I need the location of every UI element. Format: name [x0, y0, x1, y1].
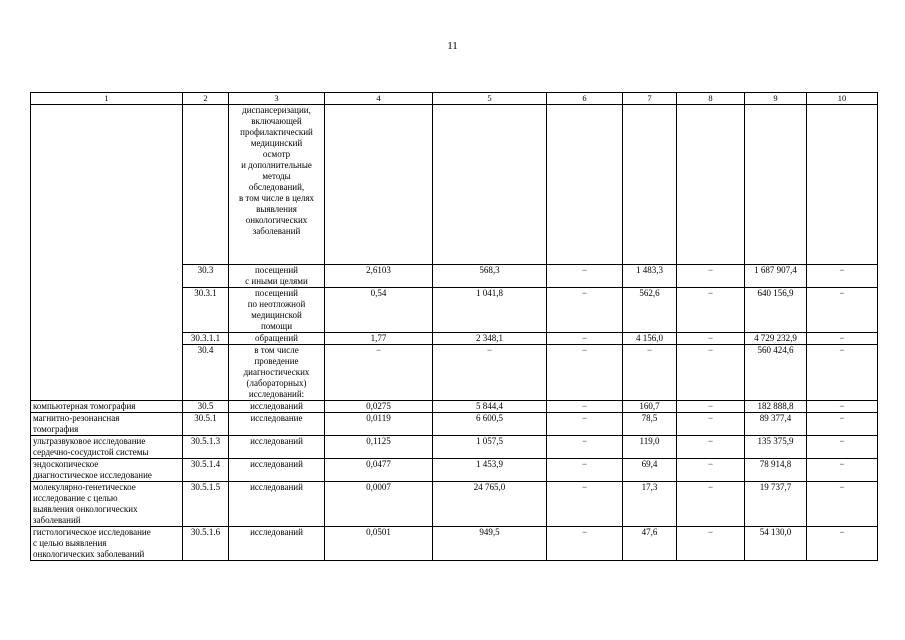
cell-value: 4 729 232,9: [745, 333, 807, 345]
col-header-10: 10: [807, 93, 878, 105]
cell-value: 4 156,0: [623, 333, 677, 345]
cell-value: 1 687 907,4: [745, 265, 807, 288]
cell-value: 78 914,8: [745, 459, 807, 482]
cell-value: −: [807, 459, 878, 482]
col-header-9: 9: [745, 93, 807, 105]
cell-unit: диспансеризации, включающей профилактический медицинский осмотр и дополнительные методы обследований, в том числе в целях выявления онкологических заболеваний: [229, 105, 325, 265]
cell-value: 119,0: [623, 436, 677, 459]
cell-value: −: [325, 345, 433, 401]
cell-value: −: [547, 265, 623, 288]
cell-code: 30.3.1.1: [183, 333, 229, 345]
cell-unit: в том числе проведение диагностических (лабораторных) исследований:: [229, 345, 325, 401]
cell-value: 89 377,4: [745, 413, 807, 436]
col-header-3: 3: [229, 93, 325, 105]
cell-code: 30.4: [183, 345, 229, 401]
cell-value: −: [547, 401, 623, 413]
cell-value: −: [807, 333, 878, 345]
cell-value: 19 737,7: [745, 482, 807, 527]
col-header-2: 2: [183, 93, 229, 105]
cell-value: −: [547, 345, 623, 401]
cell-value: −: [677, 265, 745, 288]
cell-empty: [745, 105, 807, 265]
cell-value: 69,4: [623, 459, 677, 482]
cell-value: −: [677, 482, 745, 527]
cell-value: −: [807, 527, 878, 561]
cell-value: −: [547, 413, 623, 436]
cell-code: 30.3: [183, 265, 229, 288]
cell-value: 1,77: [325, 333, 433, 345]
cell-value: 54 130,0: [745, 527, 807, 561]
cell-unit: посещений по неотложной медицинской помощи: [229, 288, 325, 333]
cell-value: −: [547, 482, 623, 527]
cell-empty: [547, 105, 623, 265]
cell-value: −: [677, 459, 745, 482]
cell-value: 1 453,9: [433, 459, 547, 482]
cell-value: 47,6: [623, 527, 677, 561]
cell-value: −: [807, 436, 878, 459]
cell-code: 30.5: [183, 401, 229, 413]
col-header-4: 4: [325, 93, 433, 105]
cell-value: 78,5: [623, 413, 677, 436]
cell-code: 30.3.1: [183, 288, 229, 333]
table-row: [31, 401, 878, 413]
col-header-6: 6: [547, 93, 623, 105]
cell-name: компьютерная томография: [31, 401, 183, 413]
table-row: [31, 482, 878, 527]
cell-empty: [677, 105, 745, 265]
cell-value: 1 041,8: [433, 288, 547, 333]
cell-value: 5 844,4: [433, 401, 547, 413]
cell-value: −: [807, 265, 878, 288]
col-header-5: 5: [433, 93, 547, 105]
cell-value: −: [677, 345, 745, 401]
cell-value: −: [807, 288, 878, 333]
cell-value: −: [623, 345, 677, 401]
col-header-1: 1: [31, 93, 183, 105]
cell-value: 1 057,5: [433, 436, 547, 459]
cell-value: −: [547, 333, 623, 345]
cell-value: −: [677, 527, 745, 561]
cell-value: 6 600,5: [433, 413, 547, 436]
cell-value: 160,7: [623, 401, 677, 413]
cell-value: −: [547, 459, 623, 482]
header-row: [31, 93, 878, 105]
cell-code: 30.5.1.3: [183, 436, 229, 459]
cell-name: гистологическое исследование с целью выявления онкологических заболеваний: [31, 527, 183, 561]
cell-value: −: [807, 413, 878, 436]
cell-name: молекулярно-генетическое исследование с целью выявления онкологических заболеваний: [31, 482, 183, 527]
cell-value: 17,3: [623, 482, 677, 527]
cell-empty: [325, 105, 433, 265]
cell-value: 182 888,8: [745, 401, 807, 413]
cell-value: 0,54: [325, 288, 433, 333]
cell-code: 30.5.1.5: [183, 482, 229, 527]
page-number: 11: [447, 40, 458, 52]
cell-empty: [433, 105, 547, 265]
table-row: [31, 459, 878, 482]
cell-value: 560 424,6: [745, 345, 807, 401]
col-header-8: 8: [677, 93, 745, 105]
cell-value: 949,5: [433, 527, 547, 561]
cell-value: 0,0119: [325, 413, 433, 436]
cell-value: −: [677, 401, 745, 413]
cell-value: 0,0477: [325, 459, 433, 482]
table-row: [31, 527, 878, 561]
cell-unit: исследований: [229, 527, 325, 561]
table-row: [31, 436, 878, 459]
cell-value: 2 348,1: [433, 333, 547, 345]
cell-value: −: [547, 527, 623, 561]
cell-value: −: [547, 436, 623, 459]
cell-value: −: [677, 288, 745, 333]
table-row: [31, 413, 878, 436]
cell-value: −: [677, 436, 745, 459]
cell-value: −: [433, 345, 547, 401]
cell-unit: исследований: [229, 459, 325, 482]
cell-value: −: [807, 401, 878, 413]
cell-value: 2,6103: [325, 265, 433, 288]
cell-value: 0,0007: [325, 482, 433, 527]
cell-value: 0,1125: [325, 436, 433, 459]
cell-value: −: [677, 333, 745, 345]
cell-code: [183, 105, 229, 265]
cell-value: −: [547, 288, 623, 333]
cell-value: −: [807, 482, 878, 527]
cell-value: 135 375,9: [745, 436, 807, 459]
cell-value: 0,0275: [325, 401, 433, 413]
cell-code: 30.5.1.4: [183, 459, 229, 482]
cell-unit: исследований: [229, 401, 325, 413]
cell-name: магнитно-резонансная томография: [31, 413, 183, 436]
cell-unit: исследование: [229, 413, 325, 436]
cell-value: 24 765,0: [433, 482, 547, 527]
cell-name: ультразвуковое исследование сердечно-сосудистой системы: [31, 436, 183, 459]
cell-value: 640 156,9: [745, 288, 807, 333]
table-row: [31, 105, 878, 265]
cell-unit: обращений: [229, 333, 325, 345]
cell-value: 1 483,3: [623, 265, 677, 288]
merged-name-cell: [31, 105, 183, 401]
cell-value: −: [807, 345, 878, 401]
cell-unit: посещений с иными целями: [229, 265, 325, 288]
data-table: [30, 92, 878, 561]
cell-empty: [807, 105, 878, 265]
cell-value: 0,0501: [325, 527, 433, 561]
cell-unit: исследований: [229, 482, 325, 527]
cell-unit: исследований: [229, 436, 325, 459]
col-header-7: 7: [623, 93, 677, 105]
cell-code: 30.5.1.6: [183, 527, 229, 561]
cell-empty: [623, 105, 677, 265]
cell-value: 568,3: [433, 265, 547, 288]
cell-code: 30.5.1: [183, 413, 229, 436]
cell-name: эндоскопическое диагностическое исследование: [31, 459, 183, 482]
cell-value: −: [677, 413, 745, 436]
cell-value: 562,6: [623, 288, 677, 333]
